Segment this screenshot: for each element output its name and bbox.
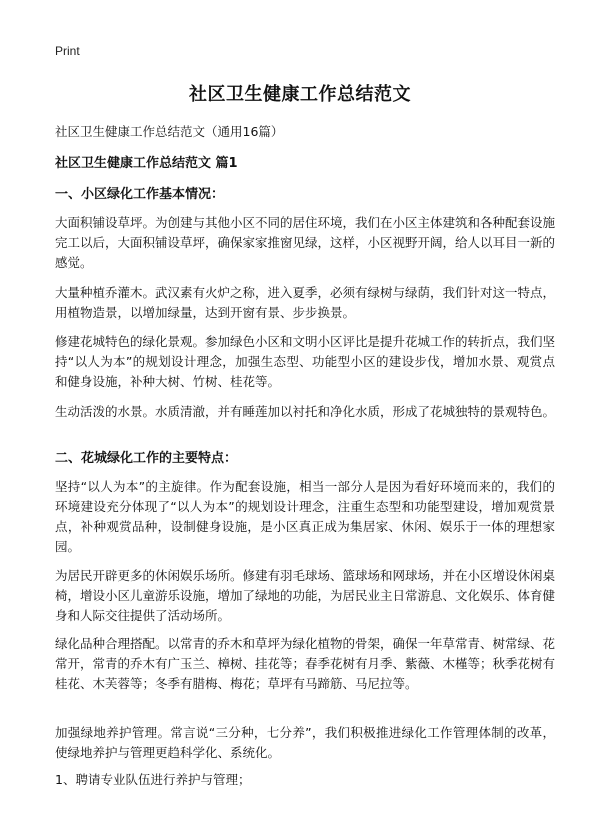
section-heading-main-features: 二、花城绿化工作的主要特点： <box>55 451 238 466</box>
section-heading-basic-situation: 一、小区绿化工作基本情况： <box>55 187 225 202</box>
paragraph: 生动活泼的水景。水质清澈，并有睡莲加以衬托和净化水质，形成了花城独特的景观特色。 <box>55 404 556 419</box>
document-title: 社区卫生健康工作总结范文 <box>189 84 411 105</box>
paragraph: 加强绿地养护管理。常言说“三分种，七分养”，我们积极推进绿化工作管理体制的改革，使绿地养护与管理更趋科学化、系统化。 <box>55 725 555 760</box>
paragraph: 修建花城特色的绿化景观。参加绿色小区和文明小区评比是提升花城工作的转折点，我们坚持“以人为本”的规划设计理念，加强生态型、功能型小区的建设步伐，增加水景、观赏点和健身设施，补种大树、竹树、桂花等。 <box>55 334 556 389</box>
document-subtitle: 社区卫生健康工作总结范文（通用16篇） <box>55 124 284 139</box>
article-heading: 社区卫生健康工作总结范文 篇1 <box>55 156 238 171</box>
paragraph: 1、聘请专业队伍进行养护与管理； <box>55 772 251 787</box>
paragraph: 为居民开辟更多的休闲娱乐场所。修建有羽毛球场、篮球场和网球场，并在小区增设休闲桌椅，增设小区儿童游乐设施，增加了绿地的功能，为居民业主日常游息、文化娱乐、体育健身和人际交往提供了活动场所。 <box>55 568 556 623</box>
paragraph: 大量种植乔灌木。武汉素有火炉之称，进入夏季，必须有绿树与绿荫，我们针对这一特点，用植物造景，以增加绿量，达到开窗有景、步步换景。 <box>55 285 556 320</box>
paragraph: 坚持“以人为本”的主旋律。作为配套设施，相当一部分人是因为看好环境而来的，我们的环境建设充分体现了“以人为本”的规划设计理念，注重生态型和功能型建设，增加观赏景点，补种观赏品种，设制健身设施，是小区真正成为集居家、休闲、娱乐于一体的理想家园。 <box>55 479 555 554</box>
print-label: Print <box>55 44 80 58</box>
paragraph: 大面积铺设草坪。为创建与其他小区不同的居住环境，我们在小区主体建筑和各种配套设施完工以后，大面积铺设草坪，确保家家推窗见绿，这样，小区视野开阔，给人以耳目一新的感觉。 <box>55 215 556 270</box>
paragraph: 绿化品种合理搭配。以常青的乔木和草坪为绿化植物的骨架，确保一年草常青、树常绿、花常开，常青的乔木有广玉兰、樟树、挂花等；春季花树有月季、紫薇、木槿等；秋季花树有桂花、木芙蓉等；冬季有腊梅、梅花；草坪有马蹄筋、马尼拉等。 <box>55 636 556 691</box>
